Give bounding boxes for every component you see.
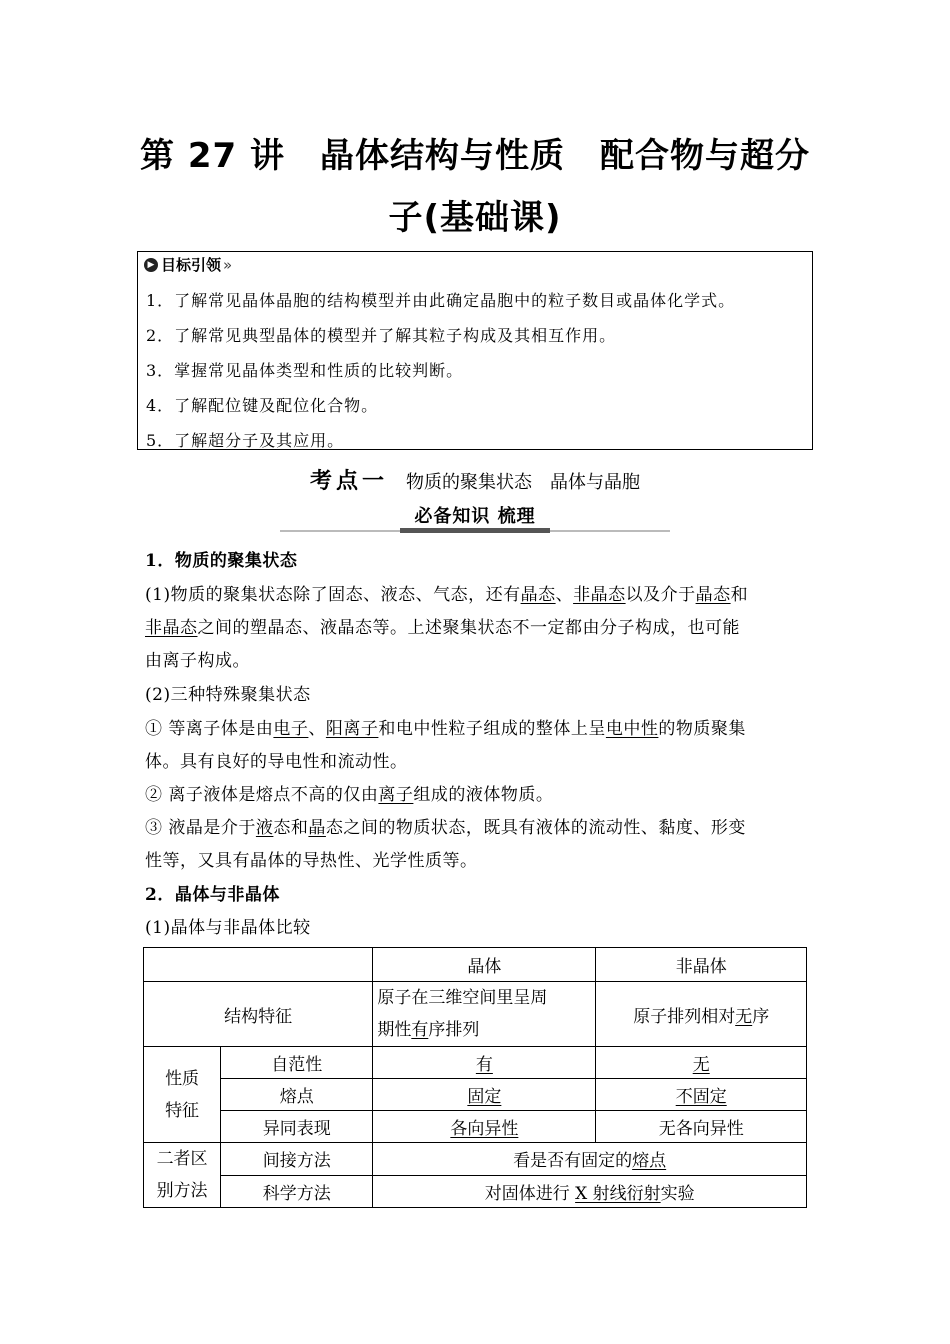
para-line bbox=[145, 580, 748, 605]
para-line bbox=[145, 780, 553, 805]
text: 特征 bbox=[165, 1100, 200, 1121]
blank: 阳离子 bbox=[325, 719, 379, 739]
table-cell bbox=[596, 1047, 807, 1079]
table-cell bbox=[144, 1047, 221, 1143]
text: 看是否有固定的 bbox=[513, 1151, 633, 1172]
text: 对固体进行 bbox=[484, 1183, 576, 1204]
page-title-line1: 第 27 讲 晶体结构与性质 配合物与超分 bbox=[140, 136, 810, 176]
text: 组成的液体物质。 bbox=[413, 785, 554, 805]
blank: 非晶态 bbox=[145, 618, 198, 638]
double-chevron-icon: » bbox=[223, 255, 233, 274]
text: ② 离子液体是熔点不高的仅由 bbox=[145, 785, 379, 805]
blank: 有 bbox=[475, 1055, 493, 1075]
table-cell bbox=[373, 982, 596, 1047]
goals-box bbox=[137, 251, 813, 450]
text: 、 bbox=[308, 719, 326, 739]
table-header: 非晶体 bbox=[596, 948, 807, 982]
blank: 固定 bbox=[467, 1087, 502, 1107]
blank: 电子 bbox=[273, 719, 309, 739]
para-line: (1)晶体与非晶体比较 bbox=[145, 918, 311, 938]
arrow-right-icon: ▶ bbox=[144, 258, 158, 272]
table-cell bbox=[596, 982, 807, 1047]
blank: 晶态 bbox=[695, 585, 731, 605]
subsection-banner bbox=[280, 500, 670, 536]
table-row bbox=[144, 1175, 807, 1208]
table-cell bbox=[373, 1175, 807, 1208]
text: 态之间的物质状态，既具有液体的流动性、黏度、形变 bbox=[325, 818, 746, 838]
text: 性质 bbox=[165, 1068, 200, 1089]
blank: 晶态 bbox=[520, 585, 556, 605]
table-cell bbox=[373, 1047, 596, 1079]
para-line bbox=[145, 813, 746, 838]
heading-1: 1．物质的聚集状态 bbox=[145, 551, 298, 571]
table-cell bbox=[144, 1143, 221, 1208]
table-cell bbox=[373, 1111, 596, 1143]
goals-header bbox=[144, 254, 232, 275]
kaodian-label: 考点一 bbox=[309, 469, 388, 494]
para-line: (2)三种特殊聚集状态 bbox=[145, 685, 311, 705]
text: 期性 bbox=[377, 1020, 412, 1040]
table-cell: 结构特征 bbox=[144, 982, 373, 1047]
para-line: 体。具有良好的导电性和流动性。 bbox=[145, 752, 408, 772]
text: 之间的塑晶态、液晶态等。上述聚集状态不一定都由分子构成，也可能 bbox=[197, 618, 740, 638]
table-cell: 异同表现 bbox=[221, 1111, 373, 1143]
para-line bbox=[145, 714, 746, 739]
para-line: 由离子构成。 bbox=[145, 651, 250, 671]
table-cell: 科学方法 bbox=[221, 1175, 373, 1208]
text: (1)物质的聚集状态除了固态、液态、气态，还有 bbox=[145, 585, 521, 605]
text: 实验 bbox=[660, 1183, 695, 1204]
text: 和电中性粒子组成的整体上呈 bbox=[378, 719, 606, 739]
text: 和 bbox=[730, 585, 749, 605]
subsection-label: 必备知识 梳理 bbox=[414, 506, 536, 527]
blank: 熔点 bbox=[632, 1151, 667, 1172]
table-header: 晶体 bbox=[373, 948, 596, 982]
blank: 有 bbox=[411, 1020, 429, 1040]
blank: 无 bbox=[735, 1006, 753, 1027]
table-cell: 熔点 bbox=[221, 1079, 373, 1111]
kaodian-topic: 物质的聚集状态 晶体与晶胞 bbox=[406, 472, 640, 493]
para-line bbox=[145, 613, 740, 638]
text: ③ 液晶是介于 bbox=[145, 818, 256, 838]
table-row bbox=[144, 948, 807, 982]
text: 序排列 bbox=[428, 1020, 480, 1040]
goal-item: 2．了解常见典型晶体的模型并了解其粒子构成及其相互作用。 bbox=[146, 326, 617, 345]
heading-2: 2．晶体与非晶体 bbox=[145, 885, 280, 905]
section-heading bbox=[0, 464, 950, 495]
text: 别方法 bbox=[156, 1181, 208, 1201]
table-cell: 无各向异性 bbox=[596, 1111, 807, 1143]
table-cell bbox=[373, 1079, 596, 1111]
text: 、 bbox=[555, 585, 574, 605]
table-cell bbox=[144, 948, 373, 982]
text: 二者区 bbox=[156, 1149, 208, 1169]
table-row bbox=[144, 1047, 807, 1079]
text: 序 bbox=[752, 1006, 770, 1027]
text: 的物质聚集 bbox=[658, 719, 746, 739]
goals-header-label: 目标引领 bbox=[161, 256, 222, 274]
blank: 非晶态 bbox=[573, 585, 626, 605]
text: 原子在三维空间里呈周 bbox=[377, 988, 548, 1008]
text: 以及介于 bbox=[625, 585, 696, 605]
blank: 离子 bbox=[378, 785, 414, 805]
table-cell: 间接方法 bbox=[221, 1143, 373, 1176]
blank: 电中性 bbox=[605, 719, 659, 739]
blank: 不固定 bbox=[675, 1087, 727, 1107]
goal-item: 4．了解配位键及配位化合物。 bbox=[146, 396, 379, 415]
text: ① 等离子体是由 bbox=[145, 719, 274, 739]
table-cell bbox=[373, 1143, 807, 1176]
blank: X 射线衍射 bbox=[575, 1183, 661, 1204]
blank: 各向异性 bbox=[450, 1119, 519, 1139]
page-title-line2: 子(基础课) bbox=[388, 198, 562, 238]
text: 原子排列相对 bbox=[633, 1006, 736, 1027]
text: 态和 bbox=[273, 818, 309, 838]
table-row bbox=[144, 1143, 807, 1176]
table-row bbox=[144, 1111, 807, 1143]
blank: 无 bbox=[692, 1055, 710, 1075]
table-row bbox=[144, 1079, 807, 1111]
table-cell: 自范性 bbox=[221, 1047, 373, 1079]
para-line: 性等，又具有晶体的导热性、光学性质等。 bbox=[145, 851, 478, 871]
table-cell bbox=[596, 1079, 807, 1111]
goal-item: 1．了解常见晶体晶胞的结构模型并由此确定晶胞中的粒子数目或晶体化学式。 bbox=[146, 291, 736, 310]
blank: 晶 bbox=[308, 818, 326, 838]
goal-item: 3．掌握常见晶体类型和性质的比较判断。 bbox=[146, 361, 464, 380]
table-row bbox=[144, 982, 807, 1047]
banner-underline bbox=[400, 528, 550, 533]
goal-item: 5．了解超分子及其应用。 bbox=[146, 431, 345, 450]
comparison-table bbox=[143, 947, 807, 1208]
blank: 液 bbox=[255, 818, 274, 838]
